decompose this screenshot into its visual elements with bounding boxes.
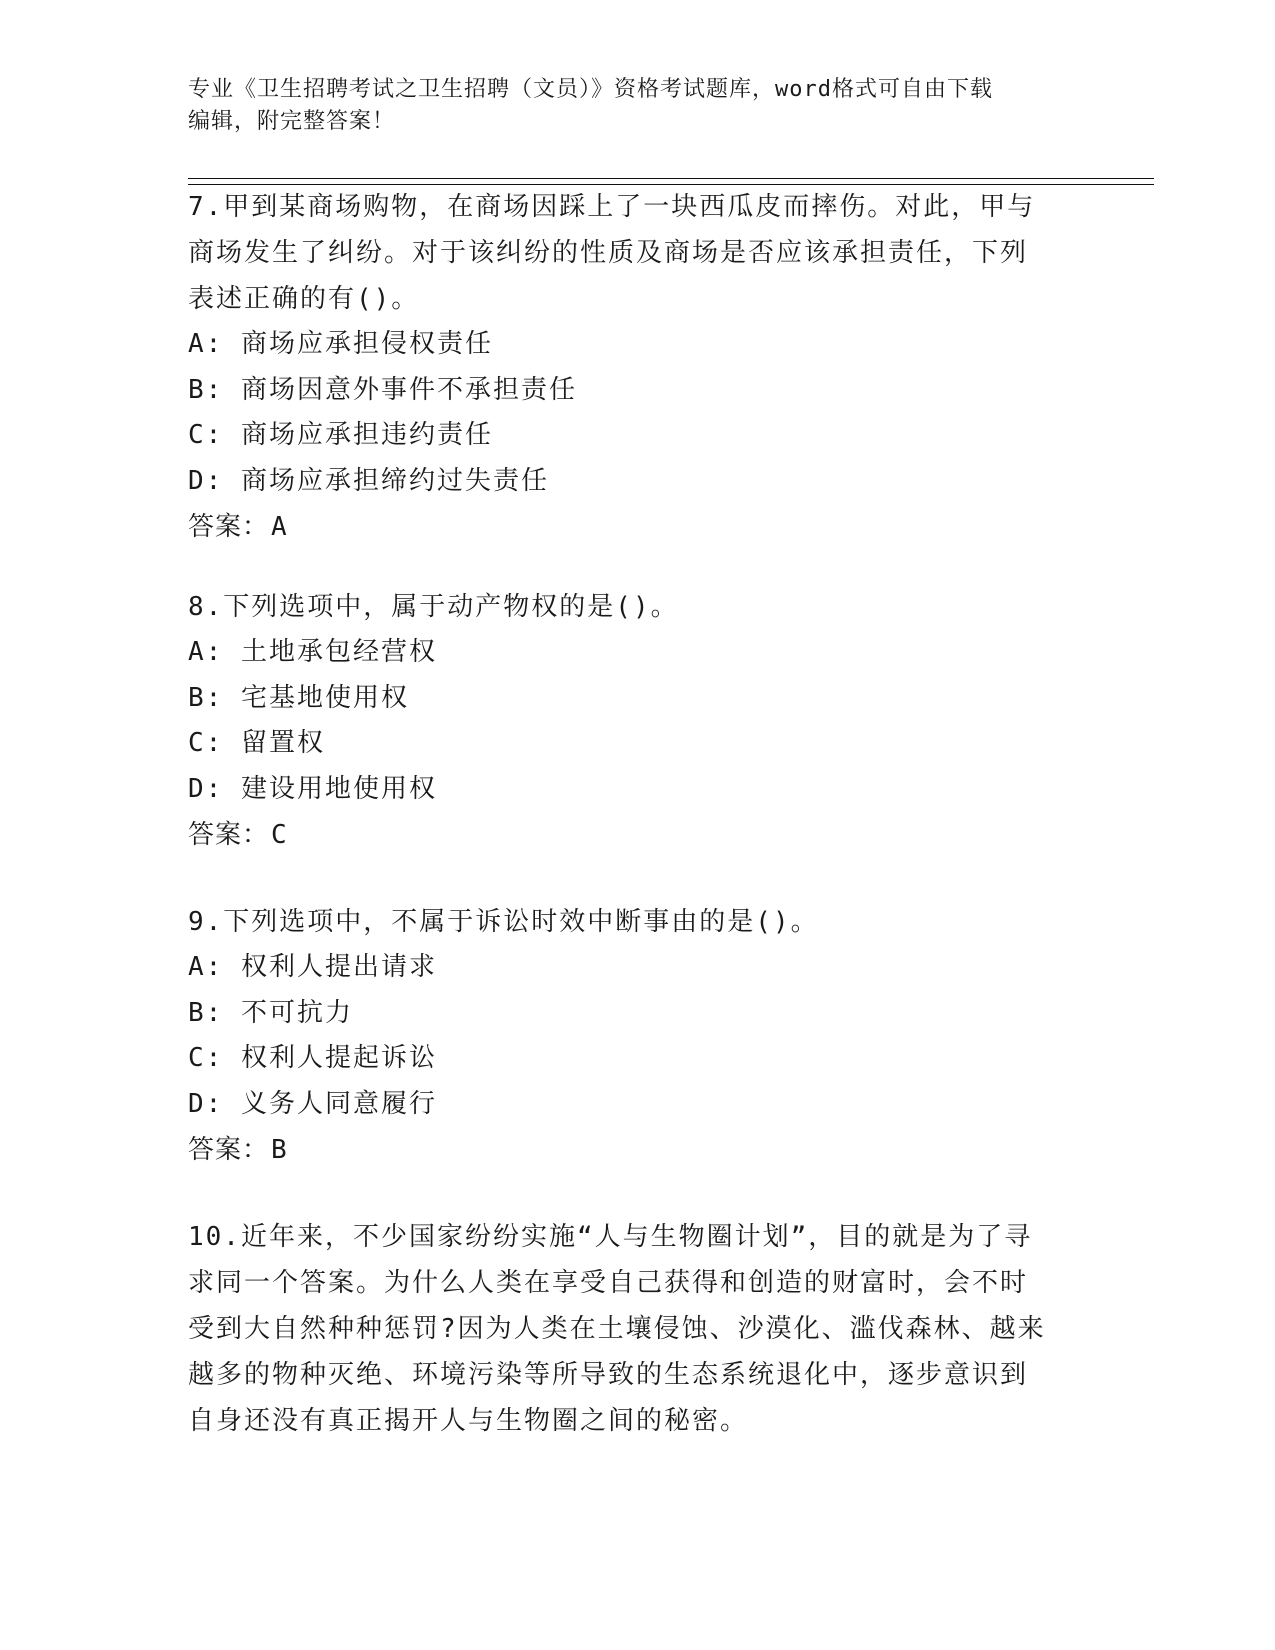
header-line-2: 编辑，附完整答案！ <box>188 109 396 134</box>
question-10 <box>188 1214 1088 1444</box>
answer-value: B <box>271 1135 288 1165</box>
question-7-option-a: A: 商场应承担侵权责任 <box>188 329 493 359</box>
question-8-option-a: A: 土地承包经营权 <box>188 637 437 667</box>
question-8-option-b: B: 宅基地使用权 <box>188 682 409 713</box>
question-7-answer <box>188 504 1088 550</box>
question-7-line-3: 表述正确的有()。 <box>188 284 420 314</box>
header-rule-top <box>188 178 1154 179</box>
question-8-option-d: D: 建设用地使用权 <box>188 773 437 804</box>
question-7-option-c: C: 商场应承担违约责任 <box>188 420 493 450</box>
question-9-option-d: D: 义务人同意履行 <box>188 1088 437 1119</box>
question-7-option-b: B: 商场因意外事件不承担责任 <box>188 374 577 405</box>
answer-label: 答案： <box>188 1135 270 1165</box>
question-10-line-5: 自身还没有真正揭开人与生物圈之间的秘密。 <box>188 1406 749 1436</box>
question-10-line-1: 10.近年来，不少国家纷纷实施“人与生物圈计划”，目的就是为了寻 <box>188 1222 1033 1252</box>
question-10-line-4: 越多的物种灭绝、环境污染等所导致的生态系统退化中，逐步意识到 <box>188 1360 1029 1390</box>
question-9-option-b: B: 不可抗力 <box>188 997 353 1028</box>
question-8 <box>188 584 1088 858</box>
document-header <box>188 74 1088 138</box>
question-9-answer <box>188 1127 1088 1173</box>
question-9-option-a: A: 权利人提出请求 <box>188 952 437 982</box>
answer-label: 答案： <box>188 820 270 850</box>
question-9 <box>188 899 1088 1173</box>
question-9-option-c: C: 权利人提起诉讼 <box>188 1043 437 1073</box>
question-9-line-1: 9.下列选项中，不属于诉讼时效中断事由的是()。 <box>188 907 819 937</box>
question-8-answer <box>188 812 1088 858</box>
answer-value: C <box>271 820 288 850</box>
question-10-line-3: 受到大自然种种惩罚?因为人类在土壤侵蚀、沙漠化、滥伐森林、越来 <box>188 1314 1046 1344</box>
question-7-line-2: 商场发生了纠纷。对于该纠纷的性质及商场是否应该承担责任，下列 <box>188 238 1029 268</box>
question-7-line-1: 7.甲到某商场购物，在商场因踩上了一块西瓜皮而摔伤。对此，甲与 <box>188 192 1036 222</box>
question-7-option-d: D: 商场应承担缔约过失责任 <box>188 465 549 496</box>
question-7 <box>188 184 1088 550</box>
question-10-line-2: 求同一个答案。为什么人类在享受自己获得和创造的财富时，会不时 <box>188 1268 1029 1298</box>
question-8-option-c: C: 留置权 <box>188 728 325 758</box>
question-8-line-1: 8.下列选项中，属于动产物权的是()。 <box>188 592 679 622</box>
header-line-1: 专业《卫生招聘考试之卫生招聘（文员）》资格考试题库，word格式可自由下载 <box>188 77 993 102</box>
answer-value: A <box>271 512 288 542</box>
answer-label: 答案： <box>188 512 270 542</box>
